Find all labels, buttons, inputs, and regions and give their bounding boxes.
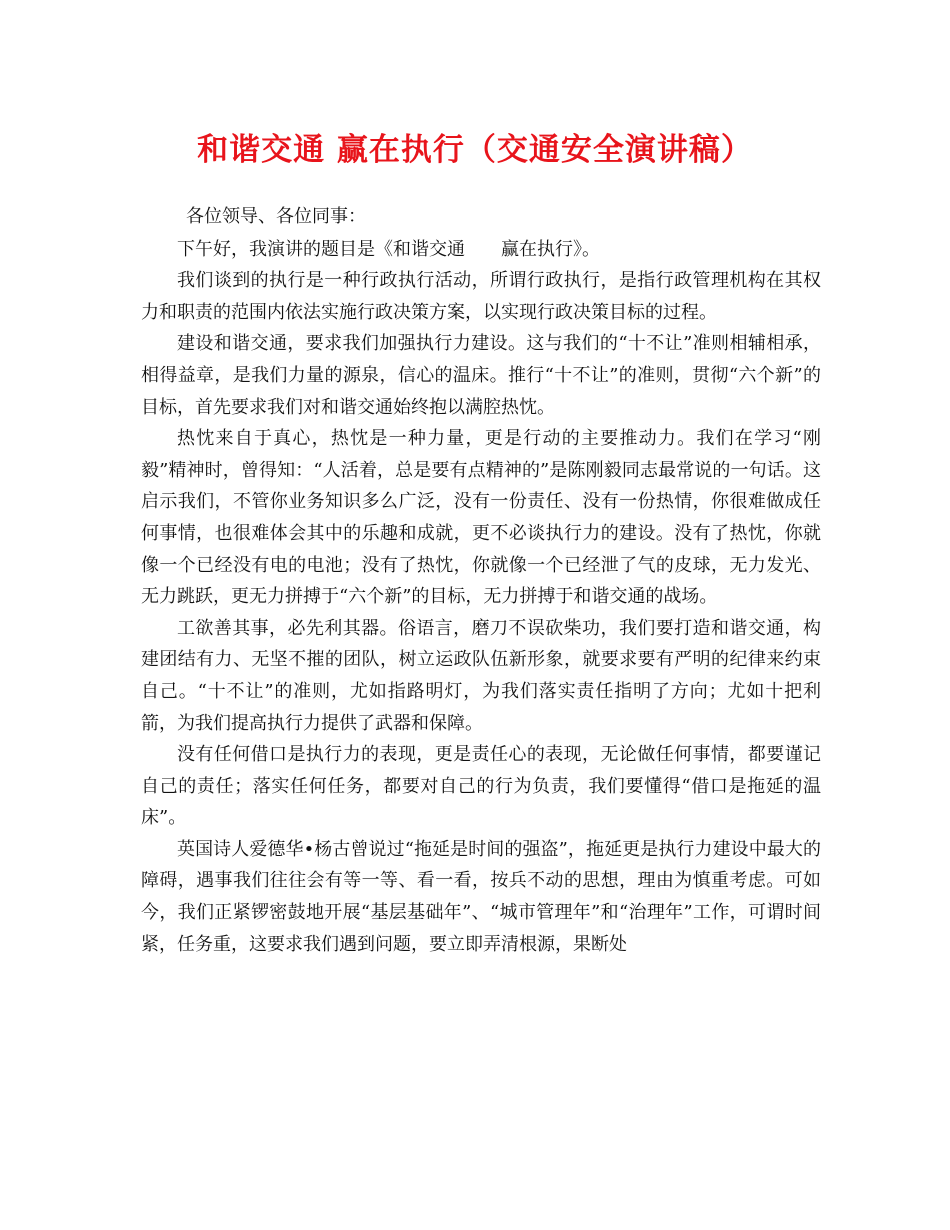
salutation: 各位领导、各位同事： xyxy=(186,206,366,227)
document-title: 和谐交通 赢在执行（交通安全演讲稿） xyxy=(197,132,753,168)
document-body xyxy=(141,201,821,960)
paragraph-harmonious-traffic: 建设和谐交通，要求我们加强执行力建设。这与我们的“十不让”准则相辅相承，相得益章，是我们力量的源泉，信心的温床。推行“十不让”的准则，贯彻“六个新”的目标，首先要求我们对和谐交通始终抱以满腔热忱。 xyxy=(141,333,821,418)
greeting-paragraph xyxy=(141,234,821,266)
paragraph-no-excuses: 没有任何借口是执行力的表现，更是责任心的表现，无论做任何事情，都要谨记自己的责任；落实任何任务，都要对自己的行为负责，我们要懂得“借口是拖延的温床”。 xyxy=(141,744,821,829)
paragraph-discipline: 工欲善其事，必先利其器。俗语言，磨刀不误砍柴功，我们要打造和谐交通，构建团结有力、无坚不摧的团队，树立运政队伍新形象，就要求要有严明的纪律来约束自己。“十不让”的准则，尤如指路明灯，为我们落实责任指明了方向；尤如十把利箭，为我们提高执行力提供了武器和保障。 xyxy=(141,617,821,734)
greeting-suffix: 赢在执行》。 xyxy=(501,238,600,260)
paragraph-procrastination: 英国诗人爱德华•杨古曾说过“拖延是时间的强盗”，拖延更是执行力建设中最大的障碍，遇事我们往往会有等一等、看一看，按兵不动的思想，理由为慎重考虑。可如今，我们正紧锣密鼓地开展“基层基础年”、“城市管理年”和“治理年”工作，可谓时间紧，任务重，这要求我们遇到问题，要立即弄清根源，果断处 xyxy=(141,838,821,955)
paragraph-execution-definition: 我们谈到的执行是一种行政执行活动，所谓行政执行，是指行政管理机构在其权力和职责的范围内依法实施行政决策方案，以实现行政决策目标的过程。 xyxy=(141,270,821,323)
greeting-prefix: 下午好，我演讲的题目是《和谐交通 xyxy=(177,238,465,260)
paragraph-enthusiasm: 热忱来自于真心，热忱是一种力量，更是行动的主要推动力。我们在学习“刚毅”精神时，曾得知：“人活着，总是要有点精神的”是陈刚毅同志最常说的一句话。这启示我们，不管你业务知识多么广泛，没有一份责任、没有一份热情，你很难做成任何事情，也很难体会其中的乐趣和成就，更不必谈执行力的建设。没有了热忱，你就像一个已经没有电的电池；没有了热忱，你就像一个已经泄了气的皮球，无力发光、无力跳跃，更无力拼搏于“六个新”的目标，无力拼搏于和谐交通的战场。 xyxy=(141,428,821,608)
